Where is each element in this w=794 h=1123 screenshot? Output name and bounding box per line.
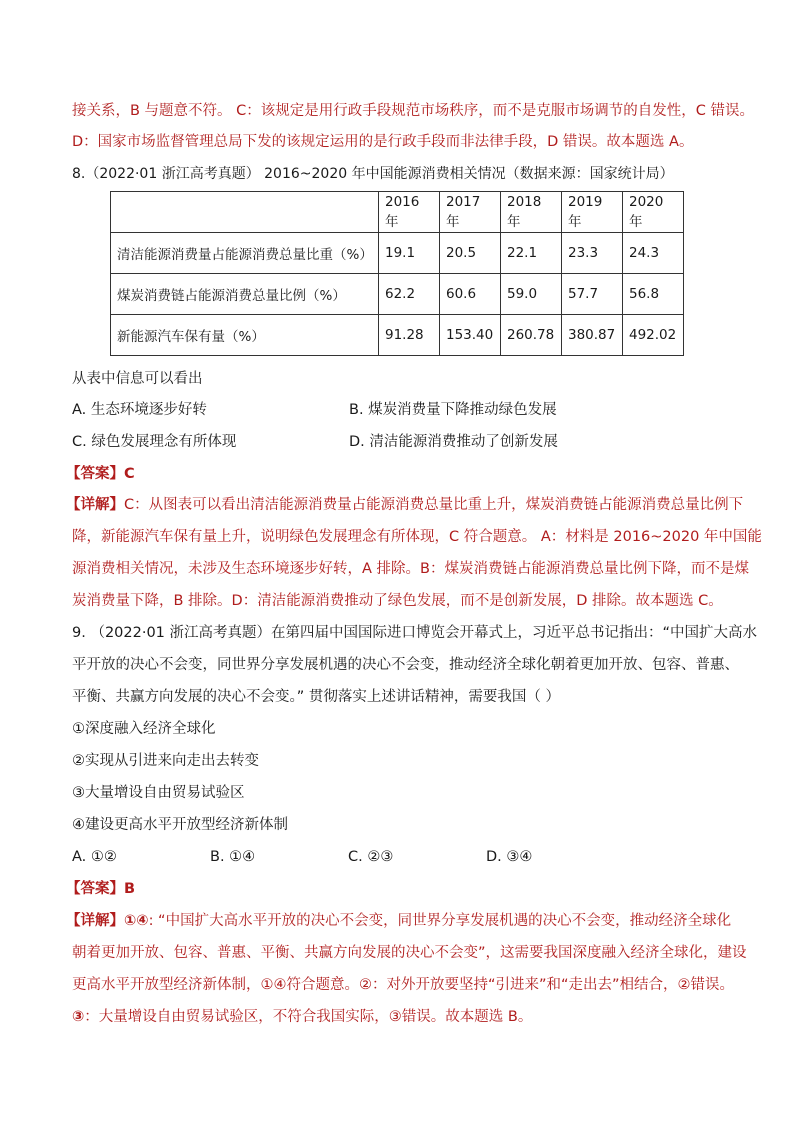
energy-consumption-table	[110, 191, 684, 356]
table-cell: 19.1	[379, 233, 440, 274]
table-cell: 153.40	[440, 315, 501, 356]
prev-answer-line-2: D：国家市场监督管理总局下发的该规定运用的是行政手段而非法律手段，D 错误。故本题选 A。	[72, 134, 694, 150]
question-9-detail-line-2: 朝着更加开放、包容、普惠、平衡、共赢方向发展的决心不会变”，这需要我国深度融入经济全球化，建设	[72, 945, 747, 961]
detail-head: ③	[72, 1009, 85, 1025]
question-9-item-1: ①深度融入经济全球化	[72, 721, 216, 737]
option-d: D. 清洁能源消费推动了创新发展	[349, 434, 558, 450]
answer-tag: 【答案】	[66, 466, 124, 482]
table-cell: 59.0	[501, 274, 562, 315]
table-row-label: 新能源汽车保有量（%）	[111, 315, 379, 356]
table-header-cell: 2018 年	[501, 192, 562, 233]
answer-value: C	[124, 466, 135, 482]
table-header-cell: 2016 年	[379, 192, 440, 233]
table-header-cell: 2020 年	[623, 192, 684, 233]
question-8-stem: 8.（2022·01 浙江高考真题） 2016~2020 年中国能源消费相关情况（数据来源：国家统计局）	[72, 166, 674, 182]
option-a: A. 生态环境逐步好转	[72, 402, 207, 418]
question-9-stem-line-3: 平衡、共赢方向发展的决心不会变。” 贯彻落实上述讲话精神，需要我国（ ）	[72, 689, 560, 705]
table-row	[111, 274, 684, 315]
question-9-detail-line-3: 更高水平开放型经济新体制，①④符合题意。②：对外开放要坚持“引进来”和“走出去”相结合，②错误。	[72, 977, 735, 993]
table-header-cell	[111, 192, 379, 233]
question-9-item-2: ②实现从引进来向走出去转变	[72, 753, 259, 769]
question-8-answer	[66, 464, 135, 484]
question-8-detail-line-1	[66, 495, 743, 515]
table-row-label: 清洁能源消费量占能源消费总量比重（%）	[111, 233, 379, 274]
option-a: A. ①②	[72, 849, 117, 865]
question-8-prompt: 从表中信息可以看出	[72, 371, 203, 387]
prev-answer-line-1: 接关系，B 与题意不符。 C：该规定是用行政手段规范市场秩序，而不是克服市场调节的自发性，C 错误。	[72, 103, 755, 119]
table-cell: 20.5	[440, 233, 501, 274]
option-d: D. ③④	[486, 849, 533, 865]
option-c: C. ②③	[348, 849, 394, 865]
question-9-stem-line-2: 平开放的决心不会变，同世界分享发展机遇的决心不会变，推动经济全球化朝着更加开放、包容、普惠、	[72, 657, 739, 673]
question-8-detail-line-2: 降，新能源汽车保有量上升，说明绿色发展理念有所体现，C 符合题意。 A：材料是 2016~2020 年中国能	[72, 529, 762, 545]
question-8-detail-line-3: 源消费相关情况，未涉及生态环境逐步好转，A 排除。B：煤炭消费链占能源消费总量比例下降，而不是煤	[72, 561, 749, 577]
detail-tag: 【详解】	[66, 913, 124, 929]
table-cell: 60.6	[440, 274, 501, 315]
table-cell: 56.8	[623, 274, 684, 315]
table-row	[111, 315, 684, 356]
table-header-cell: 2017 年	[440, 192, 501, 233]
detail-tag: 【详解】	[66, 497, 124, 513]
answer-tag: 【答案】	[66, 881, 124, 897]
question-9-answer	[66, 879, 135, 899]
table-cell: 22.1	[501, 233, 562, 274]
option-b: B. ①④	[210, 849, 256, 865]
table-cell: 57.7	[562, 274, 623, 315]
table-cell: 62.2	[379, 274, 440, 315]
table-cell: 91.28	[379, 315, 440, 356]
table-header-row	[111, 192, 684, 233]
detail-text: : “中国扩大高水平开放的决心不会变，同世界分享发展机遇的决心不会变，推动经济全球化	[148, 913, 732, 929]
question-9-item-3: ③大量增设自由贸易试验区	[72, 785, 245, 801]
question-9-detail-line-1	[66, 911, 731, 931]
question-9-item-4: ④建设更高水平开放型经济新体制	[72, 817, 288, 833]
table-cell: 23.3	[562, 233, 623, 274]
detail-text: C：从图表可以看出清洁能源消费量占能源消费总量比重上升，煤炭消费链占能源消费总量比例下	[124, 497, 744, 513]
option-c: C. 绿色发展理念有所体现	[72, 434, 237, 450]
table-row-label: 煤炭消费链占能源消费总量比例（%）	[111, 274, 379, 315]
table-header-cell: 2019 年	[562, 192, 623, 233]
table-cell: 380.87	[562, 315, 623, 356]
detail-text: ：大量增设自由贸易试验区，不符合我国实际，③错误。故本题选 B。	[84, 1009, 533, 1025]
table-row	[111, 233, 684, 274]
table-cell: 260.78	[501, 315, 562, 356]
question-9-detail-line-4	[72, 1007, 532, 1027]
table-cell: 24.3	[623, 233, 684, 274]
question-9-stem-line-1: 9. （2022·01 浙江高考真题）在第四届中国国际进口博览会开幕式上，习近平总书记指出：“中国扩大高水	[72, 625, 758, 641]
answer-value: B	[124, 881, 136, 897]
option-b: B. 煤炭消费量下降推动绿色发展	[349, 402, 557, 418]
detail-head: ①④	[124, 913, 149, 929]
question-8-detail-line-4: 炭消费量下降，B 排除。D：清洁能源消费推动了绿色发展，而不是创新发展，D 排除。故本题选 C。	[72, 593, 723, 609]
table-cell: 492.02	[623, 315, 684, 356]
